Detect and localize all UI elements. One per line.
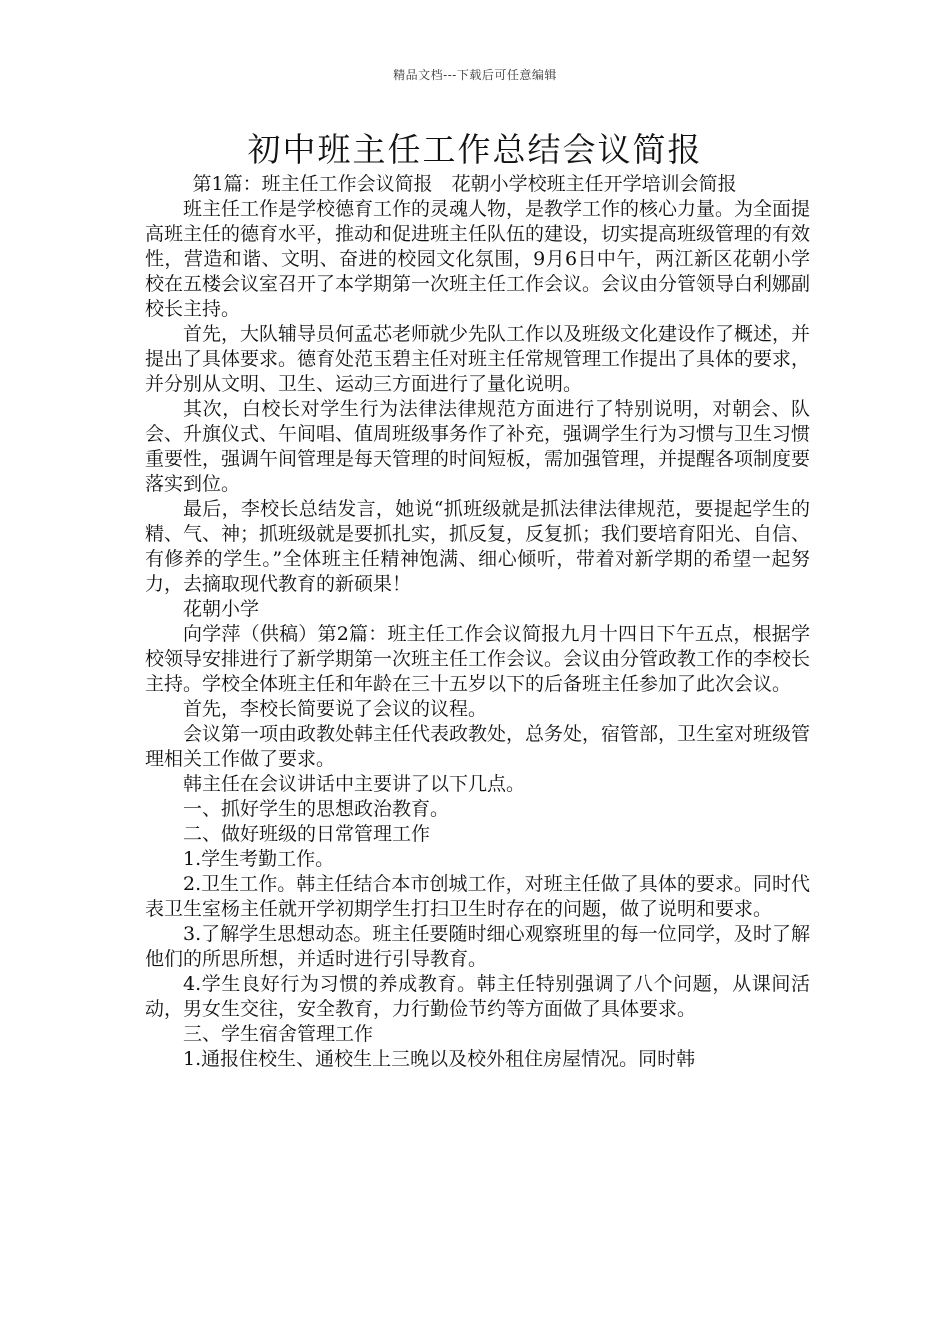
paragraph: 4.学生良好行为习惯的养成教育。韩主任特别强调了八个问题，从课间活动，男女生交往，安全教育，力行勤俭节约等方面做了具体要求。 [145, 973, 810, 1020]
paragraph: 1.通报住校生、通校生上三晚以及校外租住房屋情况。同时韩 [183, 1048, 696, 1070]
paragraph: 韩主任在会议讲话中主要讲了以下几点。 [183, 773, 526, 795]
paragraph: 三、学生宿舍管理工作 [183, 1023, 374, 1045]
paragraph: 最后，李校长总结发言，她说“抓班级就是抓法律法律规范，要提起学生的精、气、神；抓班级就是要抓扎实，抓反复，反复抓；我们要培育阳光、自信、有修养的学生。”全体班主任精神饱满、细心倾听，带着对新学期的希望一起努力，去摘取现代教育的新硕果！ [145, 498, 811, 595]
paragraph: 首先，大队辅导员何孟芯老师就少先队工作以及班级文化建设作了概述，并提出了具体要求。德育处范玉碧主任对班主任常规管理工作提出了具体的要求，并分别从文明、卫生、运动三方面进行了量化说明。 [145, 323, 811, 395]
header-note: 精品文档---下载后可任意编辑 [393, 68, 557, 82]
paragraph: 花朝小学 [183, 598, 260, 620]
paragraph: 1.学生考勤工作。 [183, 848, 335, 870]
paragraph: 班主任工作是学校德育工作的灵魂人物，是教学工作的核心力量。为全面提高班主任的德育水平，推动和促进班主任队伍的建设，切实提高班级管理的有效性，营造和谐、文明、奋进的校园文化氛围，9月6日中午，两江新区花朝小学校在五楼会议室召开了本学期第一次班主任工作会议。会议由分管领导白利娜副校长主持。 [145, 198, 811, 320]
paragraph: 3.了解学生思想动态。班主任要随时细心观察班里的每一位同学，及时了解他们的所思所想，并适时进行引导教育。 [145, 923, 810, 970]
paragraph: 会议第一项由政教处韩主任代表政教处，总务处，宿管部，卫生室对班级管理相关工作做了要求。 [145, 723, 811, 770]
paragraph: 其次，白校长对学生行为法律法律规范方面进行了特别说明，对朝会、队会、升旗仪式、午间唱、值周班级事务作了补充，强调学生行为习惯与卫生习惯重要性，强调午间管理是每天管理的时间短板，需加强管理，并提醒各项制度要落实到位。 [145, 398, 811, 495]
paragraph: 二、做好班级的日常管理工作 [183, 823, 431, 845]
paragraph: 一、抓好学生的思想政治教育。 [183, 798, 450, 820]
paragraph: 2.卫生工作。韩主任结合本市创城工作，对班主任做了具体的要求。同时代表卫生室杨主任就开学初期学生打扫卫生时存在的问题，做了说明和要求。 [145, 873, 810, 920]
paragraph: 第1篇：班主任工作会议简报 花朝小学校班主任开学培训会简报 [192, 173, 737, 195]
document-title: 初中班主任工作总结会议简报 [247, 130, 703, 169]
paragraph: 首先，李校长简要说了会议的议程。 [183, 698, 488, 720]
paragraph: 向学萍（供稿）第2篇：班主任工作会议简报九月十四日下午五点，根据学校领导安排进行了新学期第一次班主任工作会议。会议由分管政教工作的李校长主持。学校全体班主任和年龄在三十五岁以下的后备班主任参加了此次会议。 [145, 623, 811, 695]
document-body [145, 172, 810, 1072]
